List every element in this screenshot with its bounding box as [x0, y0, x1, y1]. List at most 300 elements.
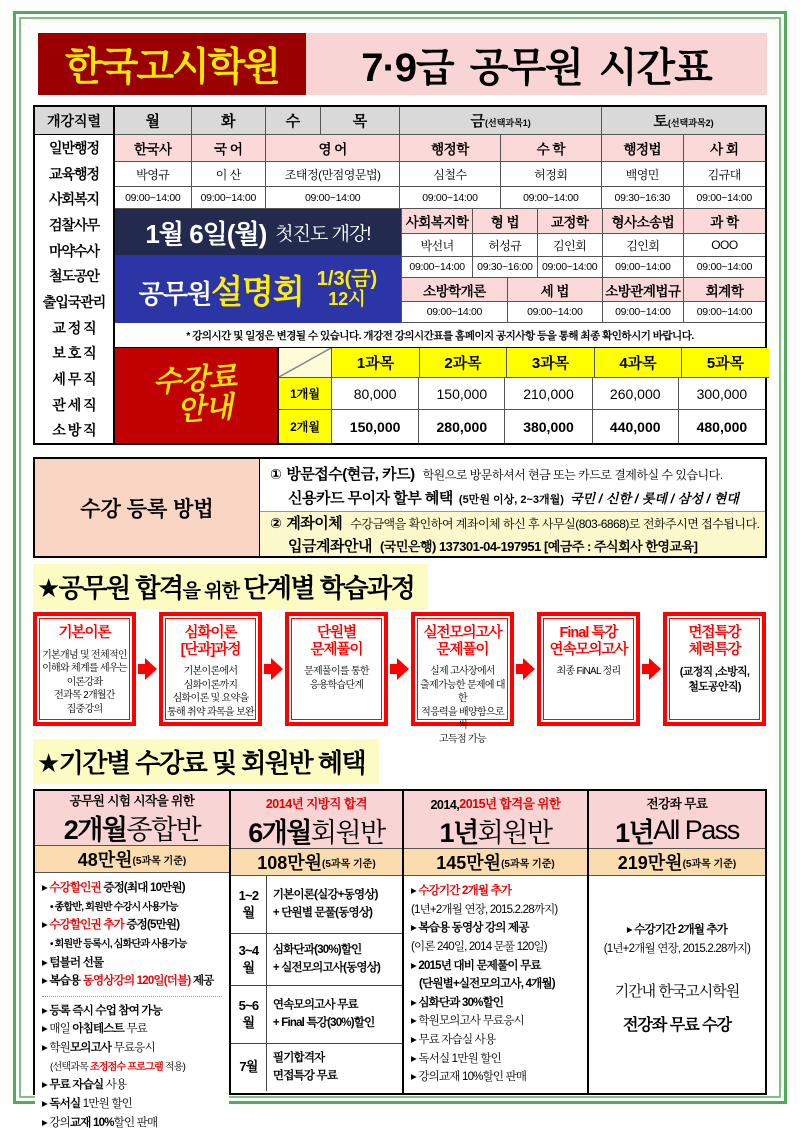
month-label-line: 월 [242, 904, 255, 920]
arrow-right-icon [516, 658, 535, 680]
text-segment: ▸ [410, 885, 419, 897]
g2-times [402, 257, 765, 278]
month-label-line: 3~4 [238, 943, 259, 959]
step-desc-line: 문제풀이를 통한 [304, 666, 369, 678]
fee-title-box [115, 348, 279, 443]
job-column [35, 107, 115, 443]
benefit-item [411, 994, 580, 1013]
g2-subjects [402, 209, 765, 234]
opening-date: 1월 6일(월) [145, 218, 267, 249]
process-step [411, 612, 514, 745]
benefit-item [411, 1050, 580, 1069]
subject-cell: 행정법 [602, 135, 684, 162]
plan-subtitle [231, 791, 402, 812]
step-desc-line: 기본이론에서 [183, 666, 238, 678]
text-segment: 전강좌 무료 [646, 797, 708, 811]
text-segment: 등록 즉시 수업 참여 가능 [49, 1004, 163, 1017]
step-desc-line: 전과목 2개월간 [54, 690, 115, 702]
academy-logo: 한국고시학원 [38, 33, 306, 95]
registration-label: 수강 등록 방법 [35, 459, 260, 556]
step-title [423, 625, 501, 658]
step-title-line: 실전모의고사 [423, 625, 502, 641]
month-benefit-line: 기본이론(실강+동영상) [272, 889, 378, 902]
g3-times [402, 302, 765, 323]
job-item: 검찰사무 [48, 216, 100, 233]
fee-col-header: 4과목 [595, 348, 682, 378]
teacher-cell: 김규대 [684, 162, 766, 187]
month-label [231, 876, 267, 933]
month-benefit-line: + 실전모의고사(동영상) [272, 961, 381, 974]
step-title-line: Final 특강 [559, 625, 618, 641]
schedule-table [33, 105, 767, 445]
card-brands: 국민 / 신한 / 롯데 / 삼성 / 현대 [569, 490, 739, 506]
month-benefit-line: 연속모의고사 무료 [272, 999, 358, 1012]
text-segment: ▸ [410, 959, 419, 972]
job-column-header: 개강직렬 [35, 107, 113, 135]
arrow-right-icon [138, 658, 157, 680]
text-segment: 모의고사 [70, 1042, 112, 1054]
benefit-item [42, 1002, 222, 1021]
fee-title [152, 362, 240, 429]
day-label: 토 [653, 113, 668, 130]
process-step-inner [291, 618, 382, 720]
teacher-cell: 김인회 [603, 234, 684, 257]
text-segment: ▸ [42, 1004, 50, 1017]
time-cell: 09:00~14:00 [603, 257, 684, 278]
step-desc-line: (교정직 ,소방직, [679, 666, 750, 679]
subject-cell: 수 학 [501, 135, 602, 162]
step-title-line: 체력특강 [688, 641, 741, 658]
process-step-inner [543, 618, 634, 720]
month-label-line: 7월 [239, 1059, 258, 1075]
time-cell: 09:00~14:00 [684, 187, 766, 209]
step-desc-line: 집중강의 [66, 703, 103, 715]
process-step [285, 612, 388, 726]
step-title [181, 625, 241, 658]
session-date: 1/3(금) [316, 268, 378, 291]
teacher-cell: 박영규 [115, 162, 192, 187]
month-label-line: 월 [242, 959, 255, 975]
plan-price-basis: (5과목 기준) [322, 858, 376, 870]
method-2-line-2 [288, 535, 755, 556]
step-title-line: 단원별 [316, 625, 357, 641]
time-cell: 09:00~14:00 [402, 302, 508, 323]
plan-column [404, 791, 589, 1093]
step-desc-line: 적응력을 배양함으로써 [421, 706, 504, 732]
step-title-line: 심화이론 [184, 625, 237, 641]
time-cell: 09:00~14:00 [603, 302, 684, 323]
benefit-item [42, 935, 222, 954]
text-segment: (선택과목 [50, 1061, 90, 1073]
teacher-cell: 허정회 [501, 162, 602, 187]
step-desc-line: 고득점 가능 [439, 733, 486, 745]
fee-row [279, 410, 765, 443]
session-time: 12시 [328, 289, 366, 310]
plans-heading [33, 739, 379, 784]
job-item: 출입국관리 [42, 293, 106, 310]
benefit-item [411, 1068, 580, 1087]
step-desc-line: 이론강좌 [66, 676, 103, 688]
text-segment: 동영상강의 120일(더블) [82, 975, 191, 988]
session-title [139, 266, 304, 313]
job-item: 관 세 직 [52, 396, 96, 413]
fee-value: 480,000 [696, 418, 748, 435]
plan-title [231, 812, 402, 849]
bank-account-title: 입금계좌안내 [288, 538, 372, 555]
text-segment: (이론 240일, 2014 문풀 120일) [410, 940, 547, 953]
text-segment: 텀블러 선물 [49, 956, 104, 969]
teacher-cell: 박선녀 [402, 234, 473, 257]
text-segment: 복습용 동영상 강의 제공 [418, 922, 529, 935]
plan-benefits [589, 876, 765, 1093]
subject-cell: 국 어 [192, 135, 267, 162]
text-segment: 종합반 [126, 814, 201, 845]
fee-title-line2: 안내 [175, 391, 235, 428]
plan-price-value: 219만원 [617, 853, 683, 873]
fee-header-cells [332, 348, 769, 378]
text-segment: ▸ 강의교재 10%할인 판매 [410, 1071, 527, 1084]
registration-section [33, 457, 767, 558]
subject-cell: 사회복지학 [402, 209, 473, 234]
benefit-item [42, 1076, 222, 1095]
month-row [231, 934, 402, 986]
job-item: 보 호 직 [52, 345, 96, 362]
registration-method-1 [260, 459, 765, 512]
day-header [321, 107, 401, 135]
subject-cell: 회계학 [684, 278, 765, 302]
day-label: 수 [285, 113, 301, 130]
process-heading-part2: 을 위한 [182, 581, 244, 602]
plan-price-basis: (5과목 기준) [682, 858, 737, 870]
month-benefit-line: + 단원별 문풀(동영상) [272, 906, 373, 919]
text-segment: ▸ [42, 1079, 50, 1092]
benefit-item [604, 940, 750, 959]
plan-benefits [404, 876, 587, 1093]
step-desc-line: 통해 취약 과목을 보완 [167, 706, 254, 718]
day-header [192, 107, 267, 135]
fee-diagonal-cell [279, 348, 332, 378]
job-item: 소 방 직 [52, 422, 96, 439]
text-segment: 독서실 [49, 1097, 81, 1110]
fee-value: 380,000 [505, 410, 592, 443]
text-segment: ▸ 강의 [42, 1116, 70, 1129]
teacher-cell: 백영민 [602, 162, 684, 187]
plan-title [404, 812, 587, 849]
step-desc-line: 이해와 체계를 세우는 [42, 663, 127, 675]
benefit-item [42, 879, 222, 898]
teacher-cell: 김인회 [538, 234, 603, 257]
text-segment: 할인 판매 [113, 1116, 158, 1129]
text-segment: (1년+2개월 연장, 2015.2.28까지) [603, 942, 751, 955]
time-cell: 09:00~14:00 [266, 187, 400, 209]
text-segment: ▸ [42, 956, 50, 969]
day-label: 금 [470, 113, 485, 130]
text-segment: 2015년 합격을 위한 [459, 797, 561, 811]
text-segment: 수강할인권 추가 [49, 919, 124, 932]
fee-value: 150,000 [332, 410, 419, 443]
text-segment: 교재 10% [70, 1116, 114, 1129]
text-segment: 수강기간 2개월 추가 [634, 924, 728, 936]
g2-teachers [402, 234, 765, 257]
month-benefit [267, 934, 402, 985]
time-cell: 09:00~14:00 [501, 187, 602, 209]
fee-rows [279, 378, 765, 443]
time-cell: 09:30~16:00 [473, 257, 537, 278]
step-title [549, 625, 627, 658]
text-segment: (단원별+실전모의고사, 4개월) [418, 978, 555, 991]
text-segment: 2015년 대비 문제풀이 무료 [418, 959, 541, 972]
text-segment: ▸ [410, 996, 419, 1009]
teacher-cell: 이 산 [192, 162, 267, 187]
schedule-main [115, 107, 765, 443]
divider [42, 996, 222, 997]
month-benefit-line: 면접특강 무료 [272, 1069, 338, 1082]
month-row [231, 986, 402, 1044]
method-1-desc: 학원으로 방문하셔서 현금 또는 카드로 결제하실 수 있습니다. [422, 467, 723, 482]
plan-price [404, 849, 587, 876]
card-benefit-title: 신용카드 무이자 할부 혜택 [288, 489, 453, 507]
text-segment: 6개월 [248, 817, 311, 848]
fee-row-label: 1개월 [279, 378, 332, 410]
fee-value: 210,000 [505, 378, 592, 410]
method-1-line-2 [288, 487, 755, 508]
plan-title [589, 812, 765, 849]
time-cell: 09:00~14:00 [115, 187, 192, 209]
subject-cell: 소방학개론 [402, 278, 508, 302]
step-desc-line: 기본개념 및 전체적인 [42, 649, 127, 661]
session-highlight: 설명회 [211, 272, 304, 310]
g1-teachers [115, 162, 765, 187]
text-segment: ▸ [410, 922, 419, 935]
g3-subjects [402, 278, 765, 302]
process-step [537, 612, 640, 726]
step-desc [557, 665, 621, 679]
text-segment: 아침테스트 [72, 1023, 124, 1036]
month-label-line: 5~6 [238, 998, 259, 1014]
number-2-icon: ② [270, 515, 282, 531]
g1-times [115, 187, 765, 209]
month-benefit [267, 1044, 402, 1091]
process-step [159, 612, 262, 726]
benefit-item [42, 1020, 222, 1039]
text-segment: 심화단과 30%할인 [418, 996, 504, 1009]
month-benefit [267, 986, 402, 1043]
process-step-inner [669, 618, 760, 720]
card-benefit-cond: (5만원 이상, 2~3개월) [458, 493, 564, 506]
plan-price-basis: (5과목 기준) [501, 858, 555, 870]
subject-cell: 영 어 [266, 135, 400, 162]
number-1-icon: ① [270, 465, 282, 482]
time-cell: 09:00~14:00 [400, 187, 500, 209]
teacher-cell: 허성규 [473, 234, 537, 257]
fee-header-row [279, 348, 765, 378]
opening-banner [115, 209, 401, 255]
subject-cell: 한국사 [115, 135, 192, 162]
process-heading-part1: ★공무원 합격 [37, 573, 183, 603]
benefit-item [411, 1012, 580, 1031]
benefit-item [42, 954, 222, 973]
plan-footer-line: 전강좌 무료 수강 [622, 1016, 732, 1034]
process-step [33, 612, 136, 726]
job-item: 일반행정 [48, 139, 100, 156]
time-cell: 09:00~14:00 [192, 187, 267, 209]
fee-value: 80,000 [332, 378, 419, 410]
benefit-item [42, 1095, 222, 1114]
text-segment: 회원반 [310, 817, 385, 848]
session-banner [115, 255, 401, 323]
time-cell: 09:00~14:00 [538, 257, 603, 278]
text-segment: ▸ [42, 1097, 50, 1110]
text-segment: (1년+2개월 연장, 2015.2.28까지) [410, 903, 558, 916]
text-segment: 2014년 지방직 합격 [265, 797, 368, 811]
step-desc-line: 철도공안직) [688, 681, 741, 694]
month-benefit-line: 심화단과(30%)할인 [272, 944, 362, 957]
text-segment: ▸ 학원 [42, 1042, 70, 1054]
text-segment: 무료 [123, 1023, 147, 1036]
day-label: 월 [145, 113, 161, 130]
fee-col-header: 5과목 [682, 348, 769, 378]
step-title [688, 625, 740, 658]
step-title-line: 기본이론 [58, 625, 111, 641]
plan-subtitle [35, 791, 229, 809]
day-header-row [115, 107, 765, 135]
month-benefit-line: + Final 특강(30%)할인 [272, 1016, 375, 1029]
subject-cell: 형 법 [473, 209, 537, 234]
benefit-item [42, 972, 222, 991]
fee-value: 150,000 [419, 378, 505, 410]
job-item: 교 정 직 [52, 319, 96, 336]
step-desc [42, 649, 127, 717]
plan-title [35, 809, 229, 846]
step-title-line: 연속모의고사 [549, 641, 628, 658]
job-item: 세 무 직 [52, 370, 96, 387]
plan-benefits [35, 873, 229, 1138]
subject-cell: 소방관계법규 [603, 278, 684, 302]
month-label-line: 1~2 [238, 888, 259, 904]
fee-row [279, 378, 765, 410]
subject-cell: 형사소송법 [603, 209, 684, 234]
subject-cell: 행정학 [400, 135, 500, 162]
text-segment: 2014, [430, 798, 460, 812]
plan-subtitle [589, 791, 765, 812]
plan-column [231, 791, 404, 1093]
benefit-item [42, 1114, 222, 1133]
subject-cell: 사 회 [684, 135, 766, 162]
plan-footer-line: 기간내 한국고시학원 [614, 983, 740, 1001]
day-label: 화 [221, 113, 236, 130]
fee-row-label: 2개월 [279, 410, 332, 443]
process-step-inner [417, 618, 508, 745]
text-segment: 수강할인권 [49, 882, 101, 894]
plans-heading-text: ★기간별 수강료 및 회원반 혜택 [37, 748, 366, 778]
text-segment: 공무원 시험 시작을 위한 [69, 794, 195, 808]
benefit-item [411, 957, 580, 976]
month-label-line: 월 [242, 1014, 255, 1030]
process-step-inner [165, 618, 256, 720]
step-desc-line: 심화이론까지 [183, 679, 238, 691]
plan-price-value: 145만원 [436, 853, 502, 873]
day-sub: (선택과목1) [485, 118, 531, 128]
fee-section [115, 348, 765, 443]
month-label [231, 1044, 267, 1091]
schedule-notice: * 강의시간 및 일정은 변경될 수 있습니다. 개강전 강의시간표를 홈페이지 공지사항 등을 통해 최종 확인하시기 바랍니다. [115, 323, 765, 348]
steps-row [33, 612, 767, 745]
registration-methods [260, 459, 765, 556]
step-title-line: [단과]과정 [180, 641, 241, 658]
step-desc-line: 최종 FiNAL 정리 [556, 666, 621, 678]
time-cell: 09:00~14:00 [402, 257, 473, 278]
step-title-line: 문제풀이 [436, 641, 489, 658]
plan-price [231, 849, 402, 876]
job-item: 사회복지 [48, 191, 100, 208]
text-segment: ▸ 복습용 [42, 975, 83, 988]
plan-benefits [231, 876, 402, 1093]
process-heading [33, 564, 428, 609]
fee-value: 440,000 [593, 410, 679, 443]
subject-cell: 교정학 [538, 209, 603, 234]
text-segment: 조정점수 프로그램 [89, 1061, 163, 1073]
time-cell: 09:00~14:00 [508, 302, 603, 323]
process-step [663, 612, 766, 726]
method-2-title: 계좌이체 [286, 515, 343, 532]
job-list [35, 135, 113, 443]
text-segment: 증정(5만원) [123, 919, 180, 932]
plan-price-value: 108만원 [257, 853, 323, 873]
step-desc-line: 출제가능한 문제에 대한 [420, 679, 505, 705]
arrow-right-icon [642, 658, 661, 680]
plan-column [35, 791, 231, 1129]
fee-value: 280,000 [419, 410, 505, 443]
month-benefit [267, 876, 402, 933]
day-header [400, 107, 602, 135]
benefit-item [42, 898, 222, 917]
process-heading-part3: 단계별 학습과정 [243, 573, 415, 603]
text-segment: 1년 [439, 817, 478, 848]
step-desc [418, 665, 507, 746]
text-segment: 2개월 [63, 814, 127, 845]
benefit-item [42, 1058, 222, 1077]
benefit-item [42, 1039, 222, 1058]
plan-price [589, 849, 765, 876]
month-label [231, 986, 267, 1043]
text-segment: 1년 [615, 817, 654, 848]
text-segment: 증정(최대 10만원) [100, 882, 185, 894]
text-segment: ▸ 무료 자습실 사용 [410, 1034, 496, 1046]
text-segment: 무료응시 [111, 1042, 155, 1054]
text-segment: • 회원반 등록시, 심화단과 사용가능 [50, 938, 187, 950]
benefit-item [42, 916, 222, 935]
method-2-line-1 [270, 512, 760, 533]
text-segment: 회원반 [477, 817, 552, 848]
opening-text: 첫진도 개강! [275, 223, 371, 245]
text-segment: ▸ [626, 924, 635, 936]
month-benefit-line: 필기합격자 [272, 1052, 325, 1065]
method-2-desc: 수강금액을 확인하여 계좌이체 하신 후 사무실(803-6868)로 전화주시면 접수됩니다. [350, 517, 760, 531]
text-segment: ▸ [42, 919, 50, 932]
step-desc [304, 665, 369, 692]
step-title-line: 면접특강 [688, 625, 741, 641]
benefit-item [411, 919, 580, 938]
session-prefix: 공무원 [138, 278, 212, 309]
arrow-right-icon [390, 658, 409, 680]
day-label: 목 [352, 113, 368, 130]
job-item: 교육행정 [48, 165, 100, 182]
teacher-cell: 심철수 [400, 162, 500, 187]
arrow-right-icon [264, 658, 283, 680]
month-row [231, 876, 402, 934]
step-desc-line: 실제 고사장에서 [430, 666, 495, 678]
text-segment: ▸ 독서실 1만원 할인 [410, 1052, 501, 1065]
